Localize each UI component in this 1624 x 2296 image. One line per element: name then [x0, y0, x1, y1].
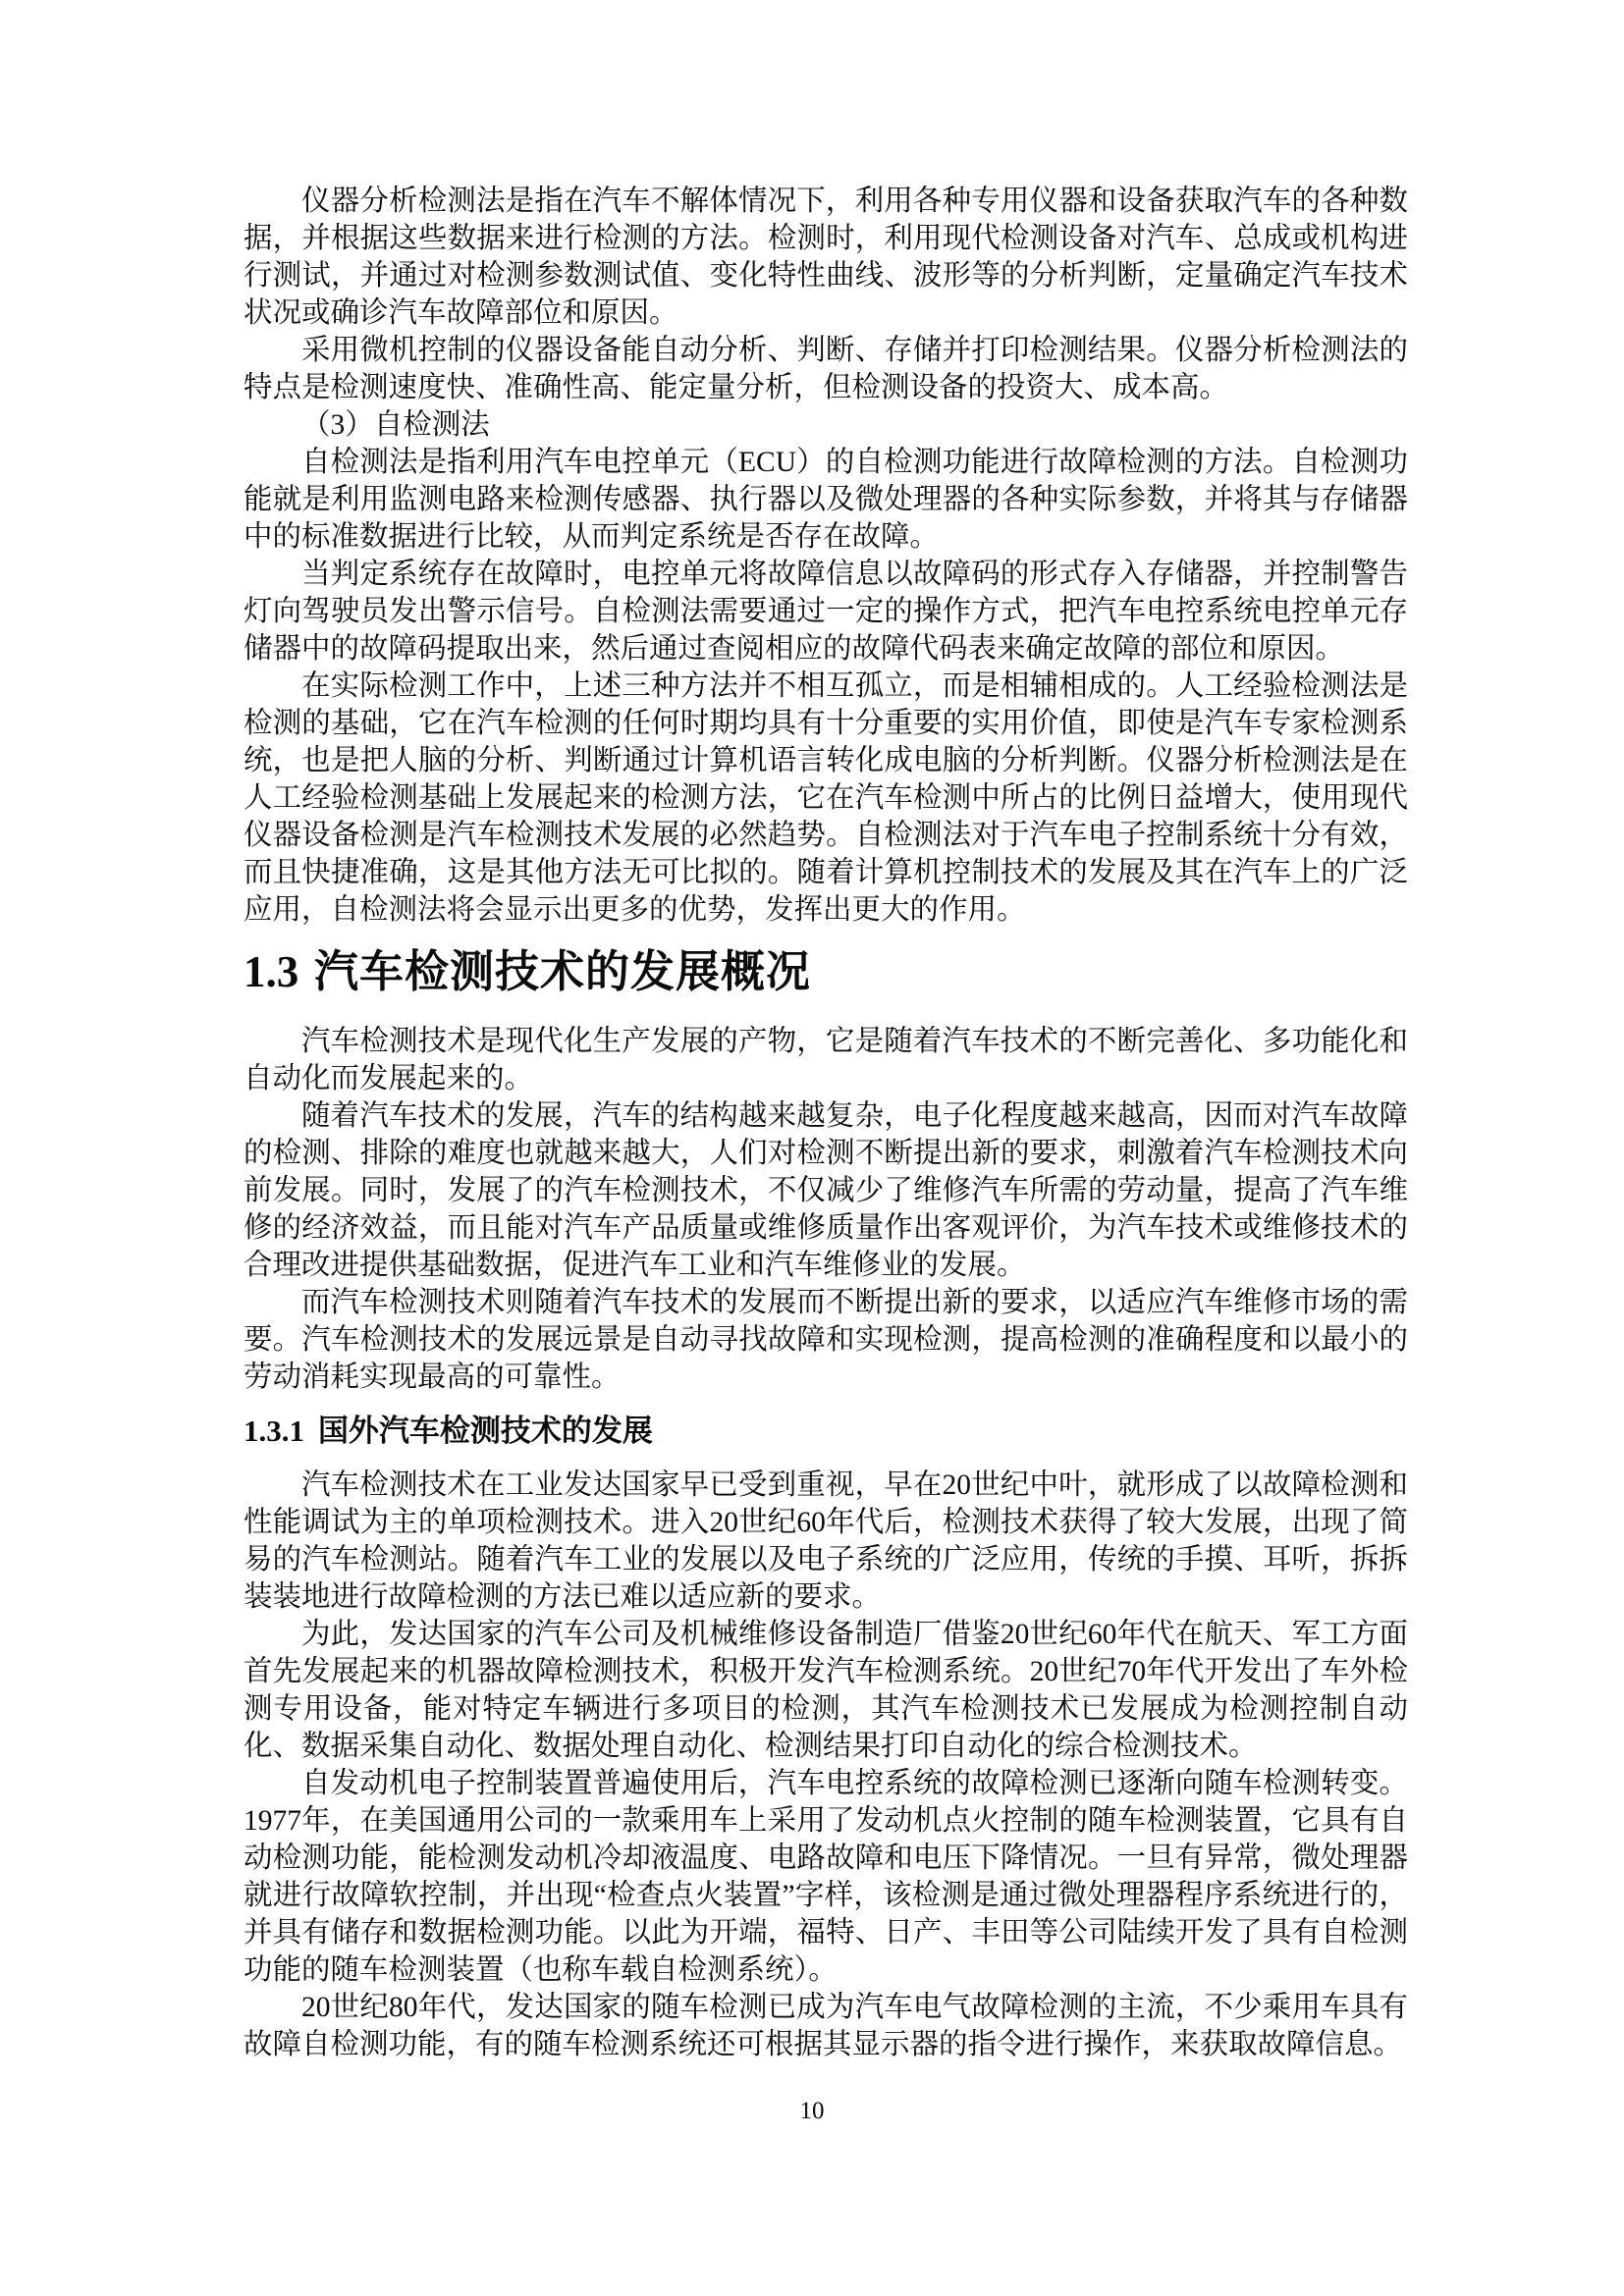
paragraph-1980s-mainstream: 20世纪80年代，发达国家的随车检测已成为汽车电气故障检测的主流，不少乘用车具有故障自检测功能，有的随车检测系统还可根据其显示器的指令进行操作，来获取故障信息。	[244, 1992, 1408, 2060]
paragraph-development-prospect: 而汽车检测技术则随着汽车技术的发展而不断提出新的要求，以适应汽车维修市场的需要。汽车检测技术的发展远景是自动寻找故障和实现检测，提高检测的准确程度和以最小的劳动消耗实现最高的可靠性。	[244, 1287, 1408, 1393]
paragraph-self-detection-definition: 自检测法是指利用汽车电控单元（ECU）的自检测功能进行故障检测的方法。自检测功能就是利用监测电路来检测传感器、执行器以及微处理器的各种实际参数，并将其与存储器中的标准数据进行比较，从而判定系统是否存在故障。	[244, 447, 1408, 553]
paragraph-instrument-method-features: 采用微机控制的仪器设备能自动分析、判断、存储并打印检测结果。仪器分析检测法的特点是检测速度快、准确性高、能定量分析，但检测设备的投资大、成本高。	[244, 335, 1408, 403]
paragraph-tech-development-demand: 随着汽车技术的发展，汽车的结构越来越复杂，电子化程度越来越高，因而对汽车故障的检测、排除的难度也就越来越大，人们对检测不断提出新的要求，刺激着汽车检测技术向前发展。同时，发展了的汽车检测技术，不仅减少了维修汽车所需的劳动量，提高了汽车维修的经济效益，而且能对汽车产品质量或维修质量作出客观评价，为汽车技术或维修技术的合理改进提供基础数据，促进汽车工业和汽车维修业的发展。	[244, 1100, 1408, 1281]
paragraph-onboard-detection-1977: 自发动机电子控制装置普遍使用后，汽车电控系统的故障检测已逐渐向随车检测转变。1977年，在美国通用公司的一款乘用车上采用了发动机点火控制的随车检测装置，它具有自动检测功能，能检测发动机冷却液温度、电路故障和电压下降情况。一旦有异常，微处理器就进行故障软控制，并出现“检查点火装置”字样，该检测是通过微处理器程序系统进行的，并具有储存和数据检测功能。以此为开端，福特、日产、丰田等公司陆续开发了具有自检测功能的随车检测装置（也称车载自检测系统）。	[244, 1768, 1408, 1986]
paragraph-development-product: 汽车检测技术是现代化生产发展的产物，它是随着汽车技术的不断完善化、多功能化和自动化而发展起来的。	[244, 1026, 1408, 1095]
subsection-title: 国外汽车检测技术的发展	[317, 1414, 653, 1448]
section-number: 1.3	[244, 947, 299, 996]
section-heading-1-3	[244, 944, 1408, 999]
text-column	[244, 183, 1408, 2063]
page-number: 10	[799, 2098, 825, 2124]
subsection-heading-1-3-1	[244, 1412, 1408, 1451]
paragraph-fault-code-storage: 当判定系统存在故障时，电控单元将故障信息以故障码的形式存入存储器，并控制警告灯向驾驶员发出警示信号。自检测法需要通过一定的操作方式，把汽车电控系统电控单元存储器中的故障码提取出来，然后通过查阅相应的故障代码表来确定故障的部位和原因。	[244, 559, 1408, 665]
subsection-number: 1.3.1	[244, 1414, 304, 1448]
paragraph-instrument-method-definition: 仪器分析检测法是指在汽车不解体情况下，利用各种专用仪器和设备获取汽车的各种数据，并根据这些数据来进行检测的方法。检测时，利用现代检测设备对汽车、总成或机构进行测试，并通过对检测参数测试值、变化特性曲线、波形等的分析判断，定量确定汽车技术状况或确诊汽车故障部位和原因。	[244, 186, 1408, 329]
section-title: 汽车检测技术的发展概况	[314, 946, 812, 996]
paragraph-detection-systems-1960s-70s: 为此，发达国家的汽车公司及机械维修设备制造厂借鉴20世纪60年代在航天、军工方面首先发展起来的机器故障检测技术，积极开发汽车检测系统。20世纪70年代开发出了车外检测专用设备，能对特定车辆进行多项目的检测，其汽车检测技术已发展成为检测控制自动化、数据采集自动化、数据处理自动化、检测结果打印自动化的综合检测技术。	[244, 1619, 1408, 1762]
paragraph-methods-complementary: 在实际检测工作中，上述三种方法并不相互孤立，而是相辅相成的。人工经验检测法是检测的基础，它在汽车检测的任何时期均具有十分重要的实用价值，即使是汽车专家检测系统，也是把人脑的分析、判断通过计算机语言转化成电脑的分析判断。仪器分析检测法是在人工经验检测基础上发展起来的检测方法，它在汽车检测中所占的比例日益增大，使用现代仪器设备检测是汽车检测技术发展的必然趋势。自检测法对于汽车电子控制系统十分有效，而且快捷准确，这是其他方法无可比拟的。随着计算机控制技术的发展及其在汽车上的广泛应用，自检测法将会显示出更多的优势，发挥出更大的作用。	[244, 670, 1408, 926]
paragraph-foreign-early-development: 汽车检测技术在工业发达国家早已受到重视，早在20世纪中叶，就形成了以故障检测和性能调试为主的单项检测技术。进入20世纪60年代后，检测技术获得了较大发展，出现了简易的汽车检测站。随着汽车工业的发展以及电子系统的广泛应用，传统的手摸、耳听，拆拆装装地进行故障检测的方法已难以适应新的要求。	[244, 1469, 1408, 1613]
list-item-self-detection-method: （3）自检测法	[301, 409, 490, 441]
